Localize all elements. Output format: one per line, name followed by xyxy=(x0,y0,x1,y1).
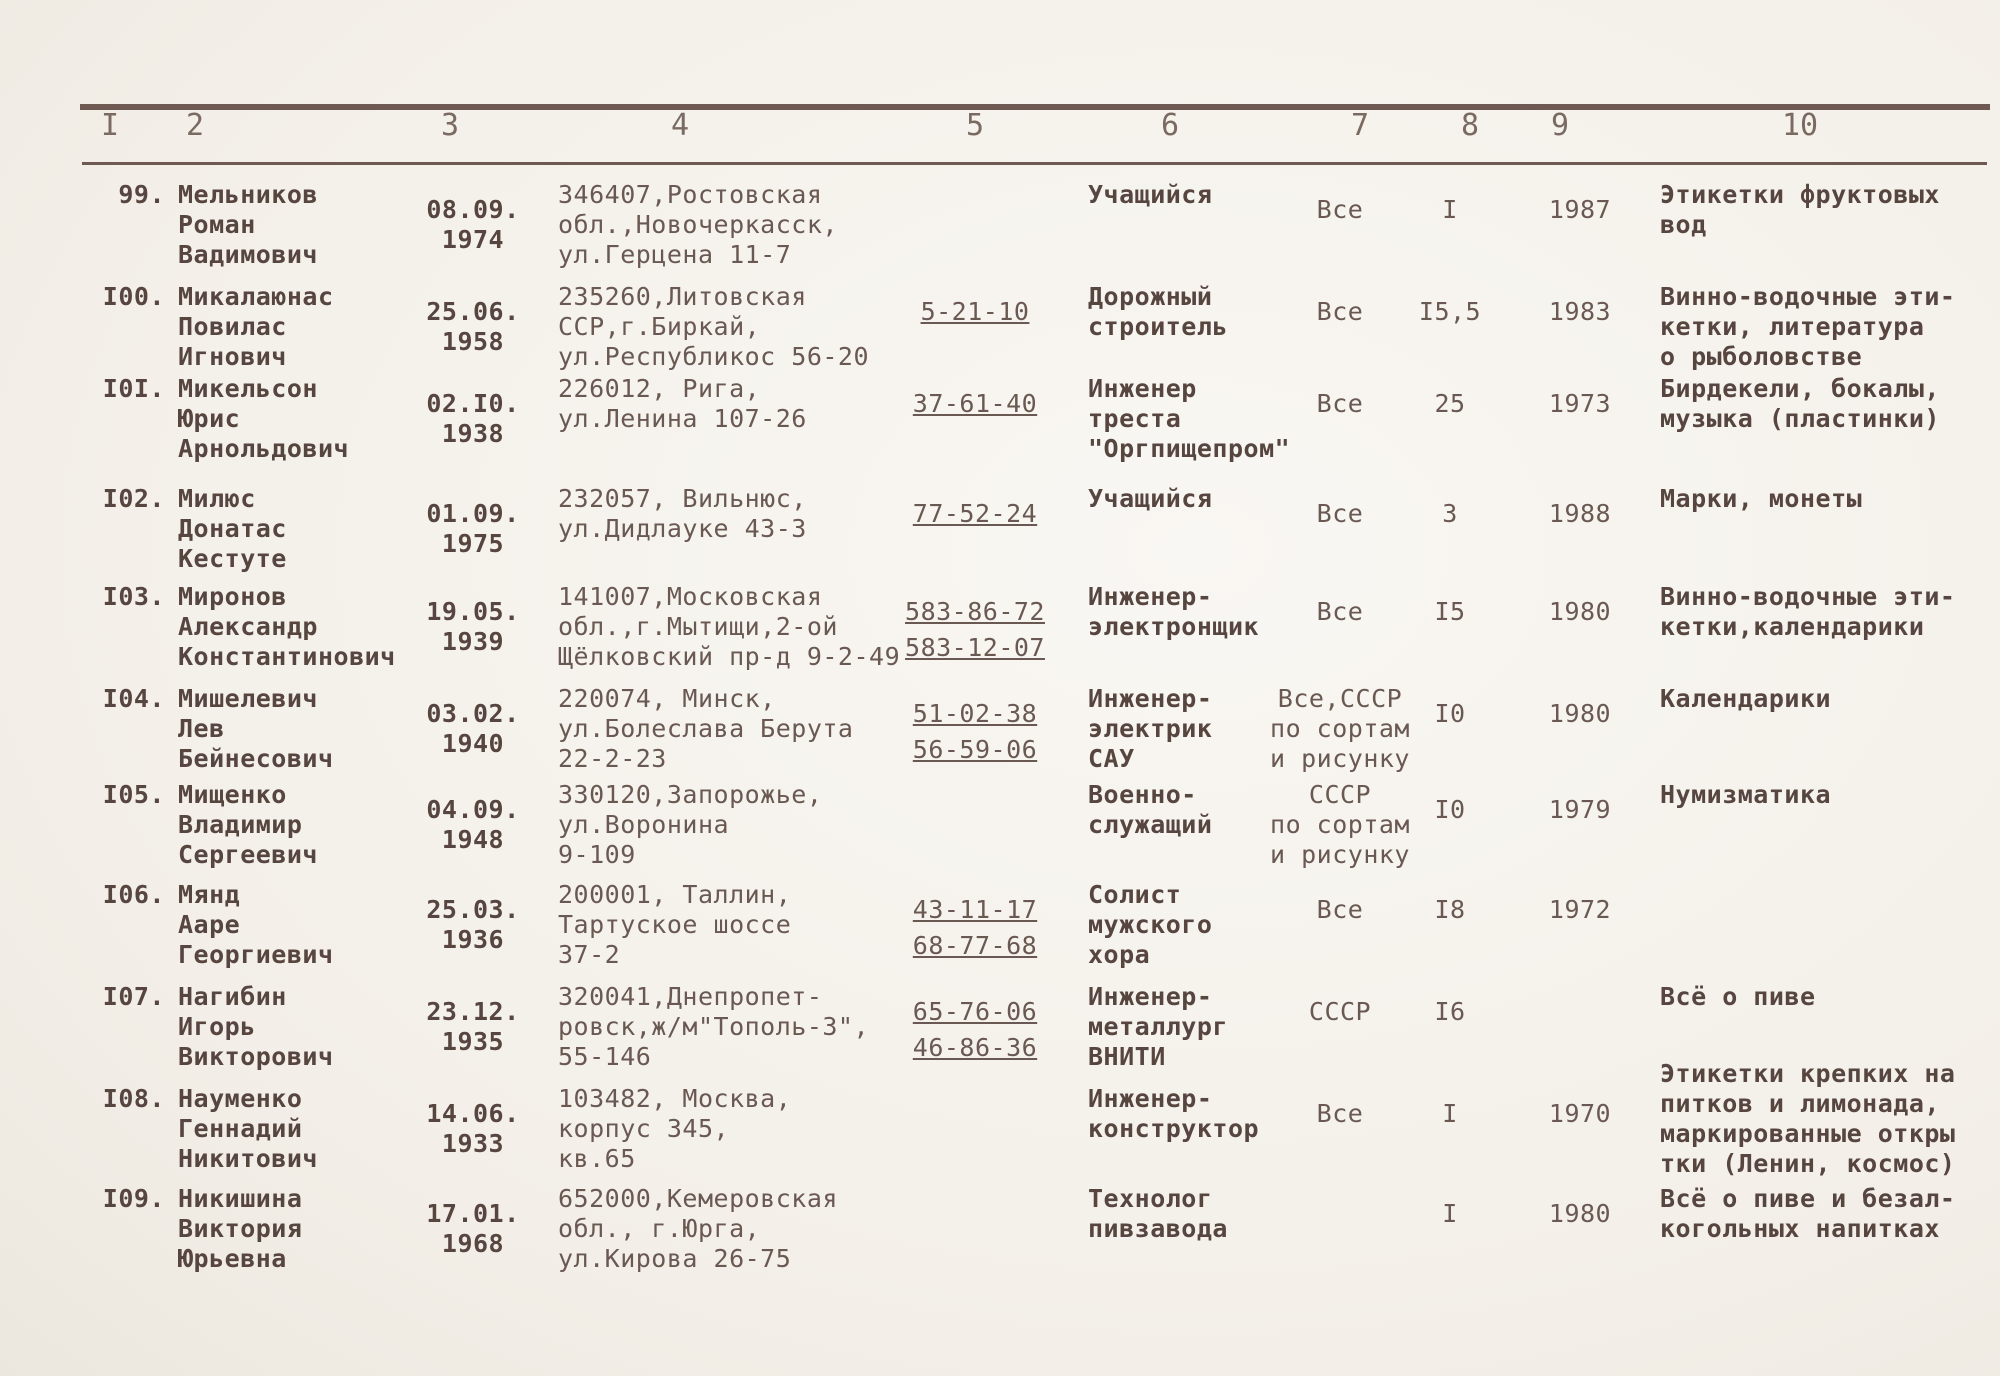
person-name-line: Владимир xyxy=(178,810,303,839)
person-name-line: Науменко xyxy=(178,1084,303,1113)
birth-date: 01.09. xyxy=(426,499,520,528)
person-name-line: Микельсон xyxy=(178,374,318,403)
collecting-interests: кетки, литература xyxy=(1660,312,1925,341)
address-line: ул.Республикос 56-20 xyxy=(558,342,870,371)
profession-line: хора xyxy=(1088,940,1151,969)
person-name-line: Игорь xyxy=(178,1012,256,1041)
year-value: 1980 xyxy=(1548,699,1612,728)
collect-countries: Все xyxy=(1316,389,1364,418)
birth-date: 1940 xyxy=(441,729,505,758)
column-8-value: I5 xyxy=(1434,597,1466,626)
address-line: 346407,Ростовская xyxy=(558,180,823,209)
address-line: ул.Воронина xyxy=(558,810,730,839)
profession-line: Технолог xyxy=(1088,1184,1213,1213)
person-name-line: Нагибин xyxy=(178,982,287,1011)
row-number: I06. xyxy=(102,880,165,909)
year-value: 1988 xyxy=(1548,499,1612,528)
collecting-interests: тки (Ленин, космос) xyxy=(1660,1149,1956,1178)
collecting-interests: Марки, монеты xyxy=(1660,484,1863,513)
profession-line: Учащийся xyxy=(1088,484,1213,513)
birth-date: 1968 xyxy=(441,1229,505,1258)
row-number: I0I. xyxy=(102,374,165,403)
address-line: 103482, Москва, xyxy=(558,1084,792,1113)
person-name-line: Бейнесович xyxy=(178,744,334,773)
address-line: 652000,Кемеровская xyxy=(558,1184,838,1213)
person-name-line: Мищенко xyxy=(178,780,287,809)
collect-countries: Все,СССР xyxy=(1277,684,1403,713)
person-name-line: Мишелевич xyxy=(178,684,318,713)
column-header-1: I xyxy=(100,108,120,143)
birth-date: 1936 xyxy=(441,925,505,954)
address-line: 200001, Таллин, xyxy=(558,880,792,909)
row-number: I09. xyxy=(102,1184,165,1213)
collect-countries: Все xyxy=(1316,499,1364,528)
phone-number: 65-76-06 xyxy=(912,997,1038,1026)
person-name-line: Мельников xyxy=(178,180,318,209)
column-8-value: I xyxy=(1442,195,1458,224)
person-name-line: Роман xyxy=(178,210,256,239)
collect-countries: и рисунку xyxy=(1270,840,1410,869)
profession-line: ВНИТИ xyxy=(1088,1042,1166,1071)
address-line: 320041,Днепропет- xyxy=(558,982,823,1011)
person-name-line: Мянд xyxy=(178,880,241,909)
phone-number: 583-12-07 xyxy=(905,633,1045,662)
birth-date: 08.09. xyxy=(426,195,520,224)
person-name-line: Александр xyxy=(178,612,318,641)
phone-number: 56-59-06 xyxy=(912,735,1038,764)
birth-date: 25.03. xyxy=(426,895,520,924)
column-header-4: 4 xyxy=(670,108,690,143)
person-name-line: Арнольдович xyxy=(178,434,350,463)
address-line: обл.,г.Мытищи,2-ой xyxy=(558,612,838,641)
phone-number: 583-86-72 xyxy=(905,597,1045,626)
person-name-line: Юрис xyxy=(178,404,241,433)
phone-number: 51-02-38 xyxy=(912,699,1038,728)
row-number: I08. xyxy=(102,1084,165,1113)
profession-line: конструктор xyxy=(1088,1114,1260,1143)
person-name-line: Никитович xyxy=(178,1144,318,1173)
birth-date: 1933 xyxy=(441,1129,505,1158)
row-number: I05. xyxy=(102,780,165,809)
profession-line: металлург xyxy=(1088,1012,1228,1041)
profession-line: Инженер- xyxy=(1088,982,1213,1011)
profession-line: "Оргпищепром" xyxy=(1088,434,1291,463)
profession-line: пивзавода xyxy=(1088,1214,1228,1243)
column-8-value: 25 xyxy=(1434,389,1466,418)
birth-date: 19.05. xyxy=(426,597,520,626)
birth-date: 1939 xyxy=(441,627,505,656)
collecting-interests: Всё о пиве xyxy=(1660,982,1816,1011)
column-8-value: I5,5 xyxy=(1418,297,1482,326)
person-name-line: Сергеевич xyxy=(178,840,318,869)
year-value: 1979 xyxy=(1548,795,1612,824)
year-value: 1980 xyxy=(1548,1199,1612,1228)
column-header-10: 10 xyxy=(1781,108,1819,143)
collect-countries: и рисунку xyxy=(1270,744,1410,773)
profession-line: САУ xyxy=(1088,744,1135,773)
profession-line: треста xyxy=(1088,404,1182,433)
person-name-line: Игнович xyxy=(178,342,287,371)
address-line: Щёлковский пр-д 9-2-49 xyxy=(558,642,901,671)
row-number: I04. xyxy=(102,684,165,713)
person-name-line: Константинович xyxy=(178,642,396,671)
address-line: 141007,Московская xyxy=(558,582,823,611)
profession-line: Инженер- xyxy=(1088,1084,1213,1113)
address-line: 220074, Минск, xyxy=(558,684,776,713)
collecting-interests: Этикетки крепких на xyxy=(1660,1059,1956,1088)
collect-countries: Все xyxy=(1316,1099,1364,1128)
address-line: кв.65 xyxy=(558,1144,636,1173)
row-number: 99. xyxy=(118,180,165,209)
profession-line: строитель xyxy=(1088,312,1228,341)
profession-line: Учащийся xyxy=(1088,180,1213,209)
address-line: 226012, Рига, xyxy=(558,374,761,403)
address-line: 22-2-23 xyxy=(558,744,667,773)
year-value: 1983 xyxy=(1548,297,1612,326)
birth-date: 1948 xyxy=(441,825,505,854)
phone-number: 43-11-17 xyxy=(912,895,1038,924)
collect-countries: Все xyxy=(1316,195,1364,224)
column-8-value: 3 xyxy=(1442,499,1458,528)
column-header-8: 8 xyxy=(1460,108,1480,143)
birth-date: 14.06. xyxy=(426,1099,520,1128)
row-number: I02. xyxy=(102,484,165,513)
profession-line: электронщик xyxy=(1088,612,1260,641)
address-line: 37-2 xyxy=(558,940,621,969)
collecting-interests: Всё о пиве и безал- xyxy=(1660,1184,1956,1213)
person-name-line: Миронов xyxy=(178,582,287,611)
profession-line: электрик xyxy=(1088,714,1213,743)
person-name-line: Георгиевич xyxy=(178,940,334,969)
year-value: 1973 xyxy=(1548,389,1612,418)
profession-line: Дорожный xyxy=(1088,282,1213,311)
column-8-value: I6 xyxy=(1434,997,1466,1026)
collecting-interests: музыка (пластинки) xyxy=(1660,404,1940,433)
column-header-9: 9 xyxy=(1550,108,1570,143)
year-value: 1972 xyxy=(1548,895,1612,924)
address-line: 232057, Вильнюс, xyxy=(558,484,807,513)
phone-number: 5-21-10 xyxy=(920,297,1030,326)
column-8-value: I0 xyxy=(1434,795,1466,824)
column-header-3: 3 xyxy=(440,108,460,143)
person-name-line: Виктория xyxy=(178,1214,303,1243)
collecting-interests: о рыболовстве xyxy=(1660,342,1863,371)
birth-date: 1958 xyxy=(441,327,505,356)
person-name-line: Юрьевна xyxy=(178,1244,287,1273)
collecting-interests: Этикетки фруктовых xyxy=(1660,180,1940,209)
birth-date: 1935 xyxy=(441,1027,505,1056)
column-header-6: 6 xyxy=(1160,108,1180,143)
birth-date: 02.I0. xyxy=(426,389,520,418)
year-value: 1970 xyxy=(1548,1099,1612,1128)
header-rule xyxy=(82,162,1987,165)
collecting-interests: питков и лимонада, xyxy=(1660,1089,1940,1118)
person-name-line: Лев xyxy=(178,714,225,743)
address-line: ул.Ленина 107-26 xyxy=(558,404,807,433)
birth-date: 17.01. xyxy=(426,1199,520,1228)
person-name-line: Кестуте xyxy=(178,544,287,573)
address-line: 55-146 xyxy=(558,1042,652,1071)
address-line: ул.Герцена 11-7 xyxy=(558,240,792,269)
birth-date: 1938 xyxy=(441,419,505,448)
column-8-value: I0 xyxy=(1434,699,1466,728)
row-number: I07. xyxy=(102,982,165,1011)
collect-countries: Все xyxy=(1316,597,1364,626)
column-8-value: I xyxy=(1442,1099,1458,1128)
birth-date: 1974 xyxy=(441,225,505,254)
column-8-value: I xyxy=(1442,1199,1458,1228)
person-name-line: Донатас xyxy=(178,514,287,543)
collecting-interests: вод xyxy=(1660,210,1707,239)
phone-number: 46-86-36 xyxy=(912,1033,1038,1062)
address-line: 330120,Запорожье, xyxy=(558,780,823,809)
collect-countries: Все xyxy=(1316,297,1364,326)
address-line: корпус 345, xyxy=(558,1114,730,1143)
person-name-line: Микалаюнас xyxy=(178,282,334,311)
address-line: обл.,Новочеркасск, xyxy=(558,210,838,239)
column-header-5: 5 xyxy=(965,108,985,143)
person-name-line: Геннадий xyxy=(178,1114,303,1143)
collecting-interests: кетки,календарики xyxy=(1660,612,1925,641)
profession-line: служащий xyxy=(1088,810,1213,839)
address-line: 235260,Литовская xyxy=(558,282,807,311)
person-name-line: Никишина xyxy=(178,1184,303,1213)
profession-line: Инженер- xyxy=(1088,582,1213,611)
person-name-line: Ааре xyxy=(178,910,241,939)
profession-line: Солист xyxy=(1088,880,1182,909)
collecting-interests: Бирдекели, бокалы, xyxy=(1660,374,1940,403)
phone-number: 68-77-68 xyxy=(912,931,1038,960)
column-8-value: I8 xyxy=(1434,895,1466,924)
collect-countries: СССР xyxy=(1308,997,1372,1026)
person-name-line: Викторович xyxy=(178,1042,334,1071)
birth-date: 25.06. xyxy=(426,297,520,326)
collecting-interests: Календарики xyxy=(1660,684,1832,713)
phone-number: 37-61-40 xyxy=(912,389,1038,418)
address-line: ул.Болеслава Берута xyxy=(558,714,854,743)
collect-countries: Все xyxy=(1316,895,1364,924)
row-number: I03. xyxy=(102,582,165,611)
address-line: ул.Дидлауке 43-3 xyxy=(558,514,807,543)
address-line: Тартуское шоссе xyxy=(558,910,792,939)
collect-countries: по сортам xyxy=(1270,810,1410,839)
year-value: 1987 xyxy=(1548,195,1612,224)
person-name-line: Повилас xyxy=(178,312,287,341)
person-name-line: Вадимович xyxy=(178,240,318,269)
phone-number: 77-52-24 xyxy=(912,499,1038,528)
person-name-line: Милюс xyxy=(178,484,256,513)
birth-date: 03.02. xyxy=(426,699,520,728)
collect-countries: по сортам xyxy=(1270,714,1410,743)
row-number: I00. xyxy=(102,282,165,311)
birth-date: 1975 xyxy=(441,529,505,558)
year-value: 1980 xyxy=(1548,597,1612,626)
collecting-interests: когольных напитках xyxy=(1660,1214,1940,1243)
collect-countries: СССР xyxy=(1308,780,1372,809)
collecting-interests: Нумизматика xyxy=(1660,780,1832,809)
profession-line: Инженер- xyxy=(1088,684,1213,713)
column-header-7: 7 xyxy=(1350,108,1370,143)
profession-line: Военно- xyxy=(1088,780,1197,809)
profession-line: мужского xyxy=(1088,910,1213,939)
top-rule xyxy=(80,104,1990,110)
address-line: ул.Кирова 26-75 xyxy=(558,1244,792,1273)
collecting-interests: маркированные откры xyxy=(1660,1119,1956,1148)
column-header-2: 2 xyxy=(185,108,205,143)
address-line: ССР,г.Биркай, xyxy=(558,312,761,341)
address-line: ровск,ж/м"Тополь-3", xyxy=(558,1012,870,1041)
profession-line: Инженер xyxy=(1088,374,1197,403)
address-line: обл., г.Юрга, xyxy=(558,1214,761,1243)
collecting-interests: Винно-водочные эти- xyxy=(1660,582,1956,611)
birth-date: 23.12. xyxy=(426,997,520,1026)
birth-date: 04.09. xyxy=(426,795,520,824)
collecting-interests: Винно-водочные эти- xyxy=(1660,282,1956,311)
address-line: 9-109 xyxy=(558,840,636,869)
